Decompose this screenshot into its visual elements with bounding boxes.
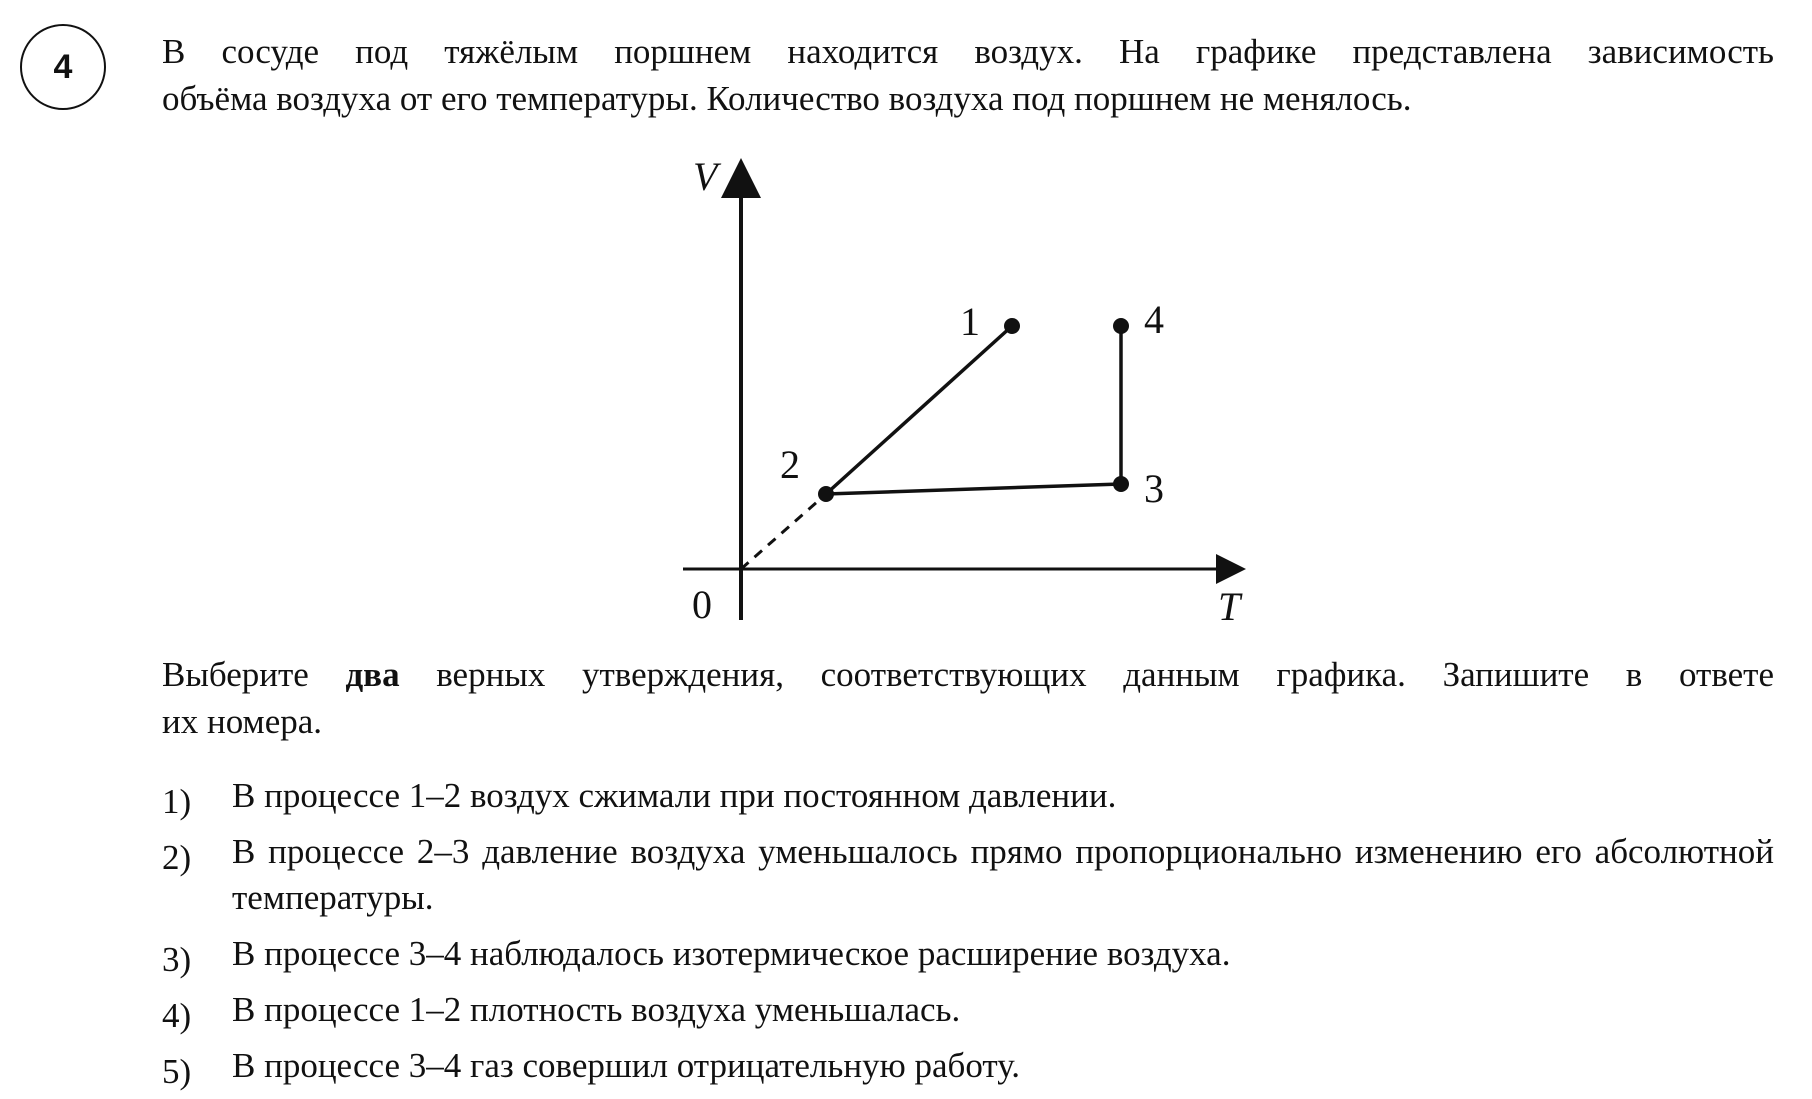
point-3-label: 3 [1144, 466, 1164, 511]
option-number: 2) [162, 838, 192, 877]
point-2 [818, 486, 834, 502]
point-1 [1004, 318, 1020, 334]
option-number: 3) [162, 940, 192, 979]
question-line-1: В сосуде под тяжёлым поршнем находится воздух. На графике представлена зависимость [162, 32, 1774, 71]
point-4 [1113, 318, 1129, 334]
v-axis-label: V [693, 154, 718, 199]
answer-option-3 [162, 931, 1774, 977]
origin-label: 0 [692, 582, 712, 627]
task-number: 4 [53, 47, 73, 86]
option-number: 1) [162, 782, 192, 821]
instruction-rest: верных утверждения, соответствующих данным графика. Запишите в ответе [399, 655, 1774, 694]
answer-option-4 [162, 987, 1774, 1033]
option-text: В процессе 2–3 давление воздуха уменьшалось прямо пропорционально изменению его абсолютной температуры. [232, 832, 1774, 917]
point-1-label: 1 [960, 299, 980, 344]
instruction-bold-count: два [345, 655, 400, 694]
question-line-2: объёма воздуха от его температуры. Количество воздуха под поршнем не менялось. [162, 79, 1412, 118]
t-axis-label: T [1218, 584, 1241, 629]
segment-1-2 [826, 326, 1012, 494]
option-text: В процессе 1–2 воздух сжимали при постоянном давлении. [232, 776, 1117, 815]
segment-2-3 [826, 484, 1121, 494]
dashed-extension-line [741, 494, 826, 569]
instruction-line-2: их номера. [162, 702, 323, 741]
option-number: 4) [162, 996, 192, 1035]
answer-options-list [162, 773, 1774, 1099]
point-2-label: 2 [780, 442, 800, 487]
point-3 [1113, 476, 1129, 492]
instruction-text [162, 651, 1774, 745]
instruction-line-1 [162, 651, 1774, 698]
answer-option-2 [162, 829, 1774, 921]
point-4-label: 4 [1144, 297, 1164, 342]
option-text: В процессе 3–4 наблюдалось изотермическое расширение воздуха. [232, 934, 1231, 973]
answer-option-1 [162, 773, 1774, 819]
option-text: В процессе 3–4 газ совершил отрицательную работу. [232, 1046, 1020, 1085]
answer-option-5 [162, 1043, 1774, 1089]
option-text: В процессе 1–2 плотность воздуха уменьшалась. [232, 990, 961, 1029]
option-number: 5) [162, 1052, 192, 1091]
instruction-prefix: Выберите [162, 655, 346, 694]
